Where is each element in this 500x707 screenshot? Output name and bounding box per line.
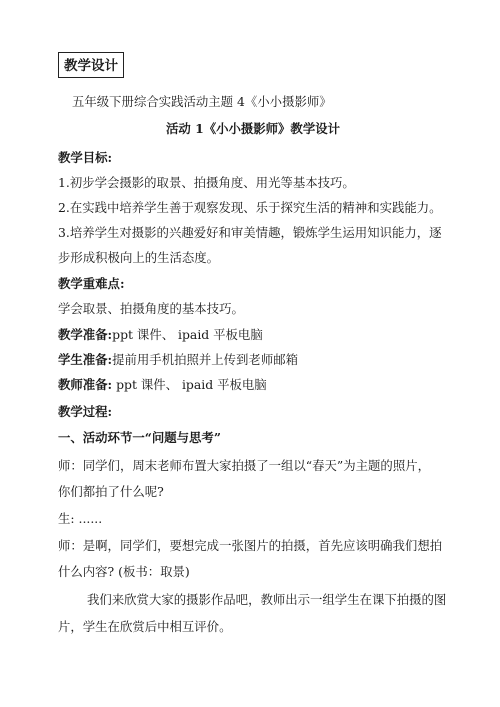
teaching-prep-label: 教学准备: (58, 327, 113, 342)
paragraph-1-line-1: 我们来欣赏大家的摄影作品吧，教师出示一组学生在课下拍摄的图 (87, 592, 447, 607)
objective-item-1: 1.初步学会摄影的取景、拍摄角度、用光等基本技巧。 (58, 175, 355, 190)
objective-item-3-line-1: 3.培养学生对摄影的兴趣爱好和审美情趣，锻炼学生运用知识能力，逐 (58, 225, 442, 240)
student-prep (58, 352, 448, 368)
key-points-heading: 教学重难点: (58, 276, 125, 291)
teacher-line-1b: 你们都拍了什么呢? (58, 484, 164, 499)
header-box: 教学设计 (58, 52, 124, 78)
teacher-prep-label: 教师准备: (58, 377, 113, 392)
key-points-content: 学会取景、拍摄角度的基本技巧。 (58, 301, 244, 316)
student-prep-value: 提前用手机拍照并上传到老师邮箱 (112, 352, 298, 367)
teacher-prep-value: ppt 课件、 ipaid 平板电脑 (112, 377, 267, 392)
teacher-line-2a: 师：是啊，同学们，要想完成一张图片的拍摄，首先应该明确我们想拍 (58, 538, 443, 553)
activity-title: 活动 1《小小摄影师》教学设计 (165, 121, 340, 136)
student-line-1: 生: ...... (58, 511, 103, 526)
student-prep-label: 学生准备: (58, 352, 113, 367)
teacher-prep (58, 377, 448, 393)
objective-item-2: 2.在实践中培养学生善于观察发现、乐于探究生活的精神和实践能力。 (58, 200, 442, 215)
teaching-prep (58, 327, 448, 343)
process-heading: 教学过程: (58, 404, 113, 419)
subtitle: 五年级下册综合实践活动主题 4《小小摄影师》 (72, 94, 332, 109)
teacher-line-1a: 师：同学们，周末老师布置大家拍摄了一组以“春天”为主题的照片， (58, 458, 430, 473)
paragraph-1-line-2: 片，学生在欣赏后中相互评价。 (58, 619, 232, 634)
objective-item-3-line-2: 步形成积极向上的生活态度。 (58, 250, 220, 265)
objectives-heading: 教学目标: (58, 150, 113, 165)
teaching-prep-value: ppt 课件、 ipaid 平板电脑 (112, 327, 263, 342)
section-1-title: 一、活动环节一“问题与思考” (58, 430, 221, 445)
teacher-line-2b: 什么内容? (板书：取景) (58, 564, 190, 579)
